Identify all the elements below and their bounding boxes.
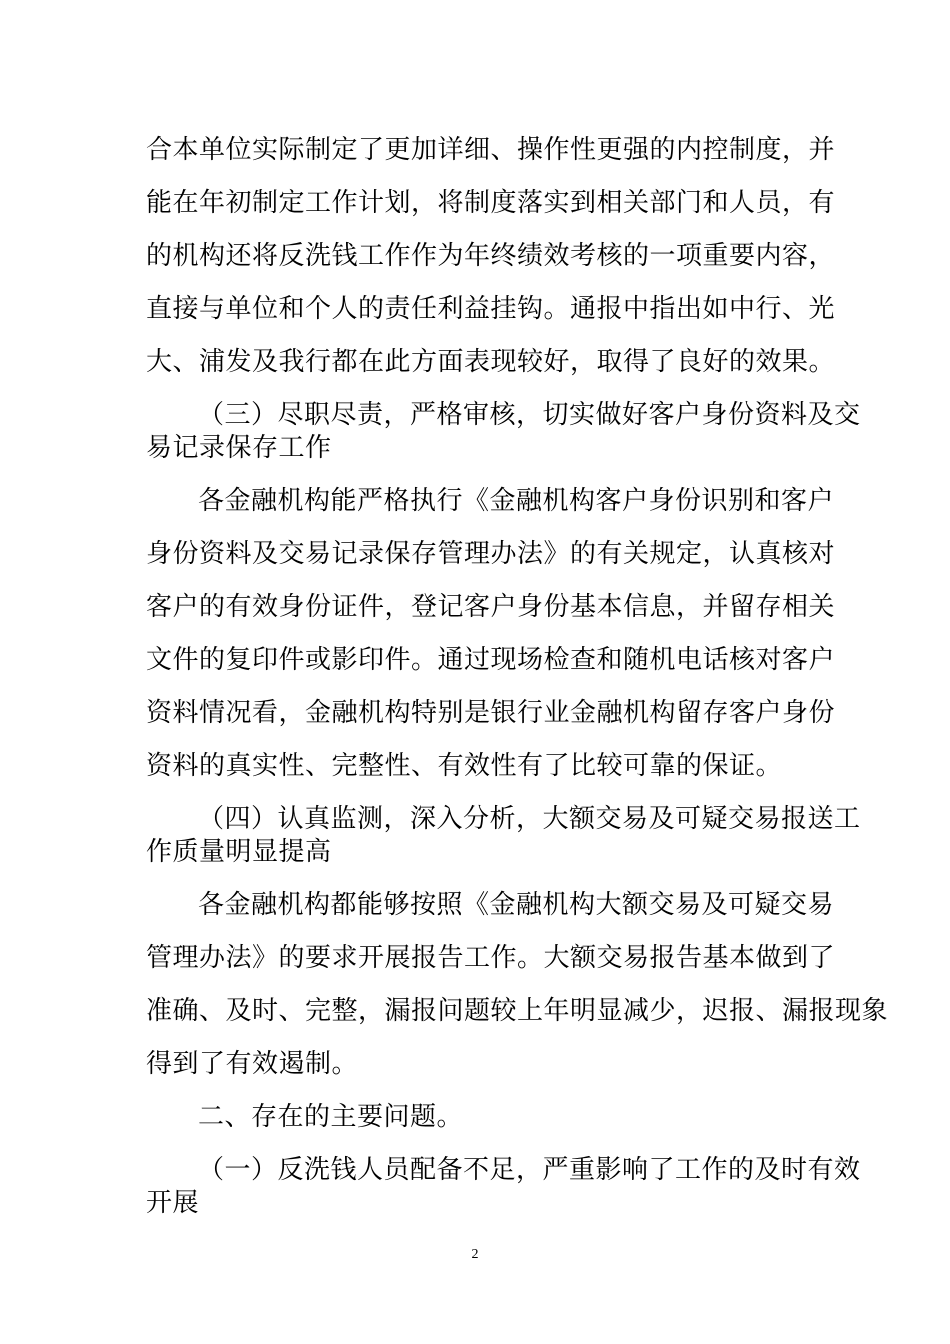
text-line: 各金融机构都能够按照《金融机构大额交易及可疑交易	[198, 890, 835, 920]
text-line: 的机构还将反洗钱工作作为年终绩效考核的一项重要内容，	[146, 241, 836, 271]
text-line: 大、浦发及我行都在此方面表现较好，取得了良好的效果。	[146, 347, 836, 377]
section-heading-line: 作质量明显提高	[146, 837, 332, 867]
text-line: 合本单位实际制定了更加详细、操作性更强的内控制度，并	[146, 135, 836, 165]
page-number: 2	[471, 1247, 479, 1262]
text-line: 能在年初制定工作计划，将制度落实到相关部门和人员，有	[146, 188, 836, 218]
text-line: 得到了有效遏制。	[146, 1049, 359, 1079]
section-heading-line: 易记录保存工作	[146, 433, 332, 463]
text-line: 文件的复印件或影印件。通过现场检查和随机电话核对客户	[146, 645, 836, 675]
text-line: 准确、及时、完整，漏报问题较上年明显减少，迟报、漏报现象	[146, 996, 889, 1026]
section-heading-line: （三）尽职尽责，严格审核，切实做好客户身份资料及交	[198, 400, 861, 430]
text-line: 管理办法》的要求开展报告工作。大额交易报告基本做到了	[146, 943, 836, 973]
section-heading-line: 开展	[146, 1188, 200, 1218]
text-line: 资料情况看，金融机构特别是银行业金融机构留存客户身份	[146, 698, 836, 728]
text-line: 各金融机构能严格执行《金融机构客户身份识别和客户	[198, 486, 835, 516]
text-line: 客户的有效身份证件，登记客户身份基本信息，并留存相关	[146, 592, 836, 622]
section-heading-line: （四）认真监测，深入分析，大额交易及可疑交易报送工	[198, 804, 861, 834]
text-line: 资料的真实性、完整性、有效性有了比较可靠的保证。	[146, 751, 783, 781]
text-line: 直接与单位和个人的责任利益挂钩。通报中指出如中行、光	[146, 294, 836, 324]
section-heading-line: 二、存在的主要问题。	[198, 1102, 464, 1132]
section-heading-line: （一）反洗钱人员配备不足，严重影响了工作的及时有效	[198, 1155, 861, 1185]
text-line: 身份资料及交易记录保存管理办法》的有关规定，认真核对	[146, 539, 836, 569]
